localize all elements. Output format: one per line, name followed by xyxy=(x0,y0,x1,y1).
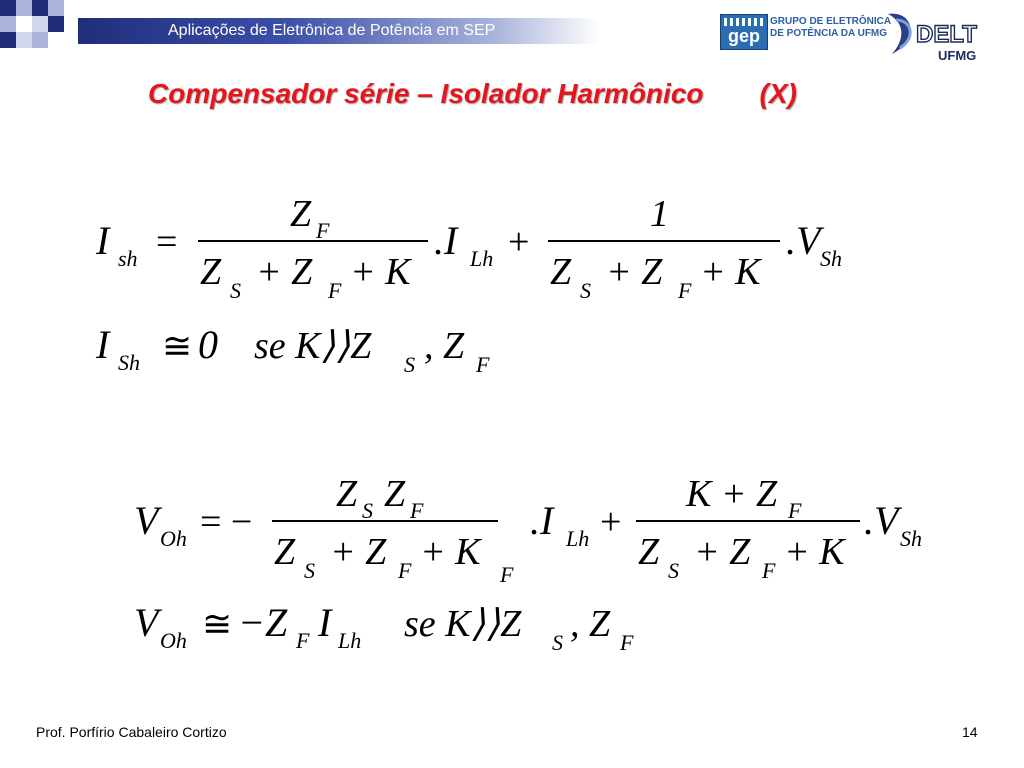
equation-1 xyxy=(95,193,842,303)
eq3-dot-i: .I xyxy=(530,498,554,543)
eq3-num1-b: Z xyxy=(384,473,406,515)
eq3-den1-a: Z xyxy=(274,531,296,573)
header-title: Aplicações de Eletrônica de Potência em SEP xyxy=(168,22,496,39)
eq4-rhs: −Z xyxy=(238,600,288,645)
eq2-lhs-sub: Sh xyxy=(118,350,140,375)
delt-logo-text: DELT xyxy=(916,21,977,48)
gep-logo-text: gep xyxy=(727,26,760,46)
eq1-den1-b: + Z xyxy=(256,251,313,293)
eq4-lhs: V xyxy=(134,600,159,645)
eq3-num2-sub: F xyxy=(788,498,802,523)
equation-3 xyxy=(134,473,922,587)
ufmg-logo-text: UFMG xyxy=(938,48,977,63)
eq3-den2-a-sub: S xyxy=(668,558,679,583)
eq2-condition-sub-s: S xyxy=(404,352,415,377)
eq3-num2: K + Z xyxy=(686,473,778,515)
eq4-comma-z: , Z xyxy=(570,603,611,645)
eq4-approx: ≅ xyxy=(202,604,233,644)
eq3-plus: + xyxy=(600,501,622,543)
eq2-condition-sub-f: F xyxy=(476,352,490,377)
eq3-den2-c: + K xyxy=(784,531,845,573)
eq3-lhs-sub: Oh xyxy=(160,526,187,551)
eq1-den2-b: + Z xyxy=(606,251,663,293)
eq4-rhs-sub: F xyxy=(296,628,310,653)
footer-author: Prof. Porfírio Cabaleiro Cortizo xyxy=(36,724,227,740)
eq4-condition: se K⟩⟩Z xyxy=(404,603,522,645)
eq4-lhs-sub: Oh xyxy=(160,628,187,653)
equation-4 xyxy=(134,600,634,655)
eq1-den1-a: Z xyxy=(200,251,222,293)
eq1-den2-b-sub: F xyxy=(678,278,692,303)
eq1-den2-c: + K xyxy=(700,251,761,293)
eq1-equals: = xyxy=(156,221,178,263)
eq3-den1-b-sub: F xyxy=(398,558,412,583)
slide-title-text: Compensador série – Isolador Harmônico xyxy=(148,78,704,109)
group-name-line2: DE POTÊNCIA DA UFMG xyxy=(770,28,888,39)
eq1-dot-i-sub: Lh xyxy=(470,246,494,271)
eq1-den2-a: Z xyxy=(550,251,572,293)
eq3-lhs: V xyxy=(134,498,159,543)
eq1-den1-c: + K xyxy=(350,251,411,293)
eq3-num1-a: Z xyxy=(336,473,358,515)
eq2-comma-z: , Z xyxy=(424,325,465,367)
eq4-condition-sub-f: F xyxy=(620,630,634,655)
slide-title-tag: (X) xyxy=(759,78,797,109)
eq3-dot-v-sub: Sh xyxy=(900,526,922,551)
page-number: 14 xyxy=(962,724,978,740)
eq1-dot-i: .I xyxy=(434,218,458,263)
eq1-dot-v-sub: Sh xyxy=(820,246,842,271)
equation-2 xyxy=(95,322,490,377)
eq3-den1-c: + K xyxy=(420,531,481,573)
eq1-lhs: I xyxy=(96,218,110,263)
eq3-stray-sub: F xyxy=(500,562,514,587)
eq3-den1-b: + Z xyxy=(330,531,387,573)
eq1-dot-v: .V xyxy=(786,218,821,263)
eq1-den1-a-sub: S xyxy=(230,278,241,303)
eq1-num2: 1 xyxy=(650,193,669,235)
eq2-approx: ≅ xyxy=(162,326,193,366)
eq1-lhs-sub: sh xyxy=(118,246,138,271)
eq4-condition-sub-s: S xyxy=(552,630,563,655)
eq2-zero: 0 xyxy=(198,322,218,367)
eq1-num1: Z xyxy=(290,193,312,235)
eq2-lhs: I xyxy=(96,322,110,367)
group-name-line1: GRUPO DE ELETRÔNICA xyxy=(770,16,892,27)
eq3-num1-a-sub: S xyxy=(362,498,373,523)
eq3-den2-a: Z xyxy=(638,531,660,573)
eq3-den1-a-sub: S xyxy=(304,558,315,583)
eq4-i: I xyxy=(318,600,332,645)
eq3-den2-b: + Z xyxy=(694,531,751,573)
eq3-den2-b-sub: F xyxy=(762,558,776,583)
eq3-dot-v: .V xyxy=(864,498,899,543)
eq1-plus: + xyxy=(508,221,530,263)
eq3-dot-i-sub: Lh xyxy=(566,526,590,551)
eq1-den1-b-sub: F xyxy=(328,278,342,303)
eq3-num1-b-sub: F xyxy=(410,498,424,523)
eq3-equals-minus: = − xyxy=(200,501,253,543)
eq2-condition: se K⟩⟩Z xyxy=(254,325,372,367)
eq4-i-sub: Lh xyxy=(338,628,362,653)
eq1-num1-sub: F xyxy=(316,218,330,243)
eq1-den2-a-sub: S xyxy=(580,278,591,303)
